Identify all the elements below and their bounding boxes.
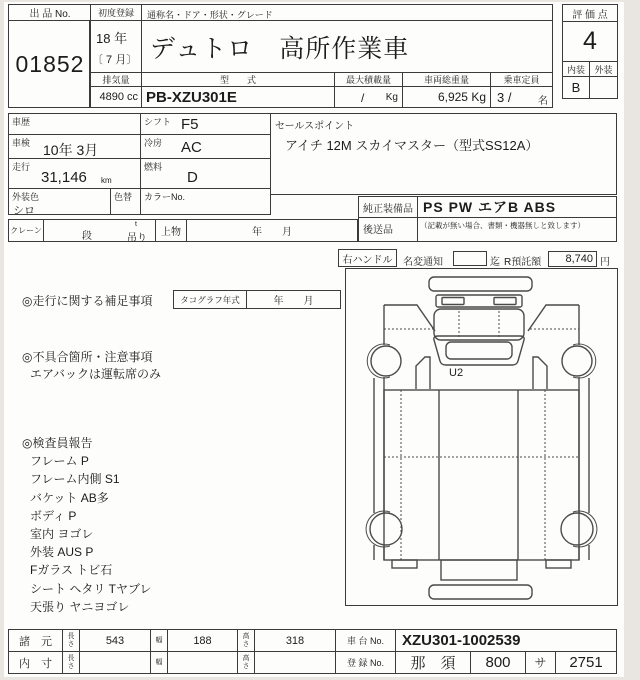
crane-lift-t: t [135,221,137,228]
plate-class: 800 [470,651,526,674]
oem-equipment-label: 純正装備品 [358,196,418,218]
truck-rear-bumper [429,585,532,599]
max-load-value: / [361,91,365,105]
rating-score: 4 [562,21,618,62]
vehicle-name-header: 通称名・ドア・形状・グレード [141,4,553,21]
later-items-label: 後送品 [358,217,418,242]
mileage-cell [8,158,141,189]
ac-value: AC [181,139,202,156]
name-change-until: 迄 [490,257,500,268]
exterior-color-value: シロ [13,205,35,217]
length-label: 長さ [62,629,80,652]
body-year-month: 年 月 [186,219,358,242]
ac-cell [140,134,271,159]
capacity-unit: 名 [538,96,548,107]
inner-width-value [167,651,238,674]
report-item: 室内 ヨゴレ [30,527,94,541]
displacement-header: 排気量 [90,72,142,87]
truck-wheel-rear-left [370,513,402,545]
report-item: 外装 AUS P [30,545,94,559]
history-label: 車歴 [12,117,31,127]
report-item: シート ヘタリ Tヤブレ [30,582,152,596]
spec-length-value: 543 [79,629,151,652]
inspection-value: 10年 3月 [43,142,99,158]
truck-cargo-bed [384,390,579,560]
color-no-cell [140,188,271,215]
first-registration-cell [90,20,142,73]
defects-heading: ◎不具合箇所・注意事項 [22,350,153,364]
model-code-value: PB-XZU301E [141,86,335,108]
sales-point-value: アイチ 12M スカイマスター（型式SS12A） [285,138,539,153]
auction-sheet [4,2,624,677]
lot-number-box [8,4,90,108]
first-registration-month: 〔 7 月〕 [92,54,138,66]
report-item: フレーム P [30,454,89,468]
spec-row-label: 諸 元 [8,629,63,652]
inspection-cell [8,134,141,159]
oem-equipment-value: PS PW エアB ABS [417,196,617,218]
damage-mark: U2 [449,367,464,379]
first-registration-year: 18 年 [96,31,128,46]
height-label: 高さ [237,629,255,652]
shift-label: シフト [144,117,172,127]
truck-wheel-rear-right [561,513,593,545]
shift-value: F5 [181,116,199,133]
capacity-cell [490,86,553,108]
mileage-unit: km [101,176,112,185]
defect-item: エアバックは運転席のみ [30,367,162,381]
crane-label: クレーン [8,219,44,242]
truck-cowl [436,295,522,307]
crane-lift-label: 吊り [127,233,147,244]
gross-weight-value: 6,925 Kg [402,86,491,108]
exterior-color-label: 外装色 [12,192,40,202]
max-load-header: 最大積載量 [334,72,403,87]
interior-header: 内装 [562,61,590,77]
mileage-notes-heading: ◎走行に関する補足事項 [22,294,153,308]
fuel-cell [140,158,271,189]
shift-cell [140,113,271,135]
lot-number-header: 出 品 No. [8,4,92,21]
color-change-label: 色替 [114,192,133,202]
max-load-unit: Kg [385,92,398,103]
capacity-value: 3 / [497,90,512,105]
history-cell [8,113,141,135]
vehicle-diagram [346,269,617,605]
sales-point-box [270,113,617,195]
exterior-color-cell [8,188,111,215]
vehicle-diagram-box [345,268,618,606]
fuel-label: 燃料 [144,162,163,172]
exterior-header: 外装 [589,61,618,77]
displacement-value: 4890 cc [90,86,142,108]
deposit-value: 8,740 [548,251,597,267]
plate-number: 2751 [555,651,617,674]
color-change-cell [110,188,141,215]
inspection-label: 車検 [12,138,31,148]
plate-region: 那 須 [395,651,471,674]
crane-spec-cell [43,219,156,242]
gross-weight-header: 車両総重量 [402,72,491,87]
spec-width-value: 188 [167,629,238,652]
inner-row-label: 内 寸 [8,651,63,674]
vehicle-name-value: デュトロ 高所作業車 [141,20,553,73]
width-label: 幅 [150,629,168,652]
deposit-unit: 円 [600,257,610,268]
right-handle-badge: 右ハンドル [338,249,397,267]
name-change-label: 名変通知 [403,257,443,268]
report-item: バケット AB多 [30,491,109,505]
inner-length-label: 長さ [62,651,80,674]
later-items-note: （記載が無い場合、書類・機器無しと致します） [417,217,617,242]
mileage-label: 走行 [12,162,31,172]
truck-wheel-front-left [371,346,401,376]
report-heading: ◎検査員報告 [22,436,93,450]
inner-height-label: 高さ [237,651,255,674]
report-item: Fガラス トビ石 [30,563,113,577]
first-registration-header: 初度登録 [90,4,142,21]
model-code-header: 型 式 [141,72,335,87]
tachograph-label: タコグラフ年式 [173,290,247,309]
mileage-value: 31,146 [41,169,87,186]
lot-number-value: 01852 [15,50,85,77]
deposit-label: R預託額 [504,257,542,268]
rating-header: 評 価 点 [562,4,618,22]
color-no-label: カラーNo. [144,192,186,202]
exterior-grade [589,76,618,99]
report-item: フレーム内側 S1 [30,472,120,486]
fuel-value: D [187,169,198,186]
chassis-no-label: 車 台 No. [335,629,396,652]
truck-wheel-front-right [562,346,592,376]
crane-stage-label: 段 [82,231,92,242]
capacity-header: 乗車定員 [490,72,553,87]
truck-front-bumper [429,277,532,291]
inner-length-value [79,651,151,674]
chassis-no-value: XZU301-1002539 [395,629,617,652]
inner-width-label: 幅 [150,651,168,674]
name-change-box [453,251,487,266]
ac-label: 冷房 [144,138,163,148]
inner-height-value [254,651,336,674]
spec-height-value: 318 [254,629,336,652]
body-label: 上物 [155,219,187,242]
plate-kana: サ [525,651,556,674]
max-load-cell [334,86,403,108]
report-item: ボディ P [30,509,77,523]
report-item: 天張り ヤニヨゴレ [30,600,130,614]
tachograph-value: 年 月 [246,290,341,309]
sales-point-label: セールスポイント [275,121,355,132]
interior-grade: B [562,76,590,99]
plate-no-label: 登 録 No. [335,651,396,674]
